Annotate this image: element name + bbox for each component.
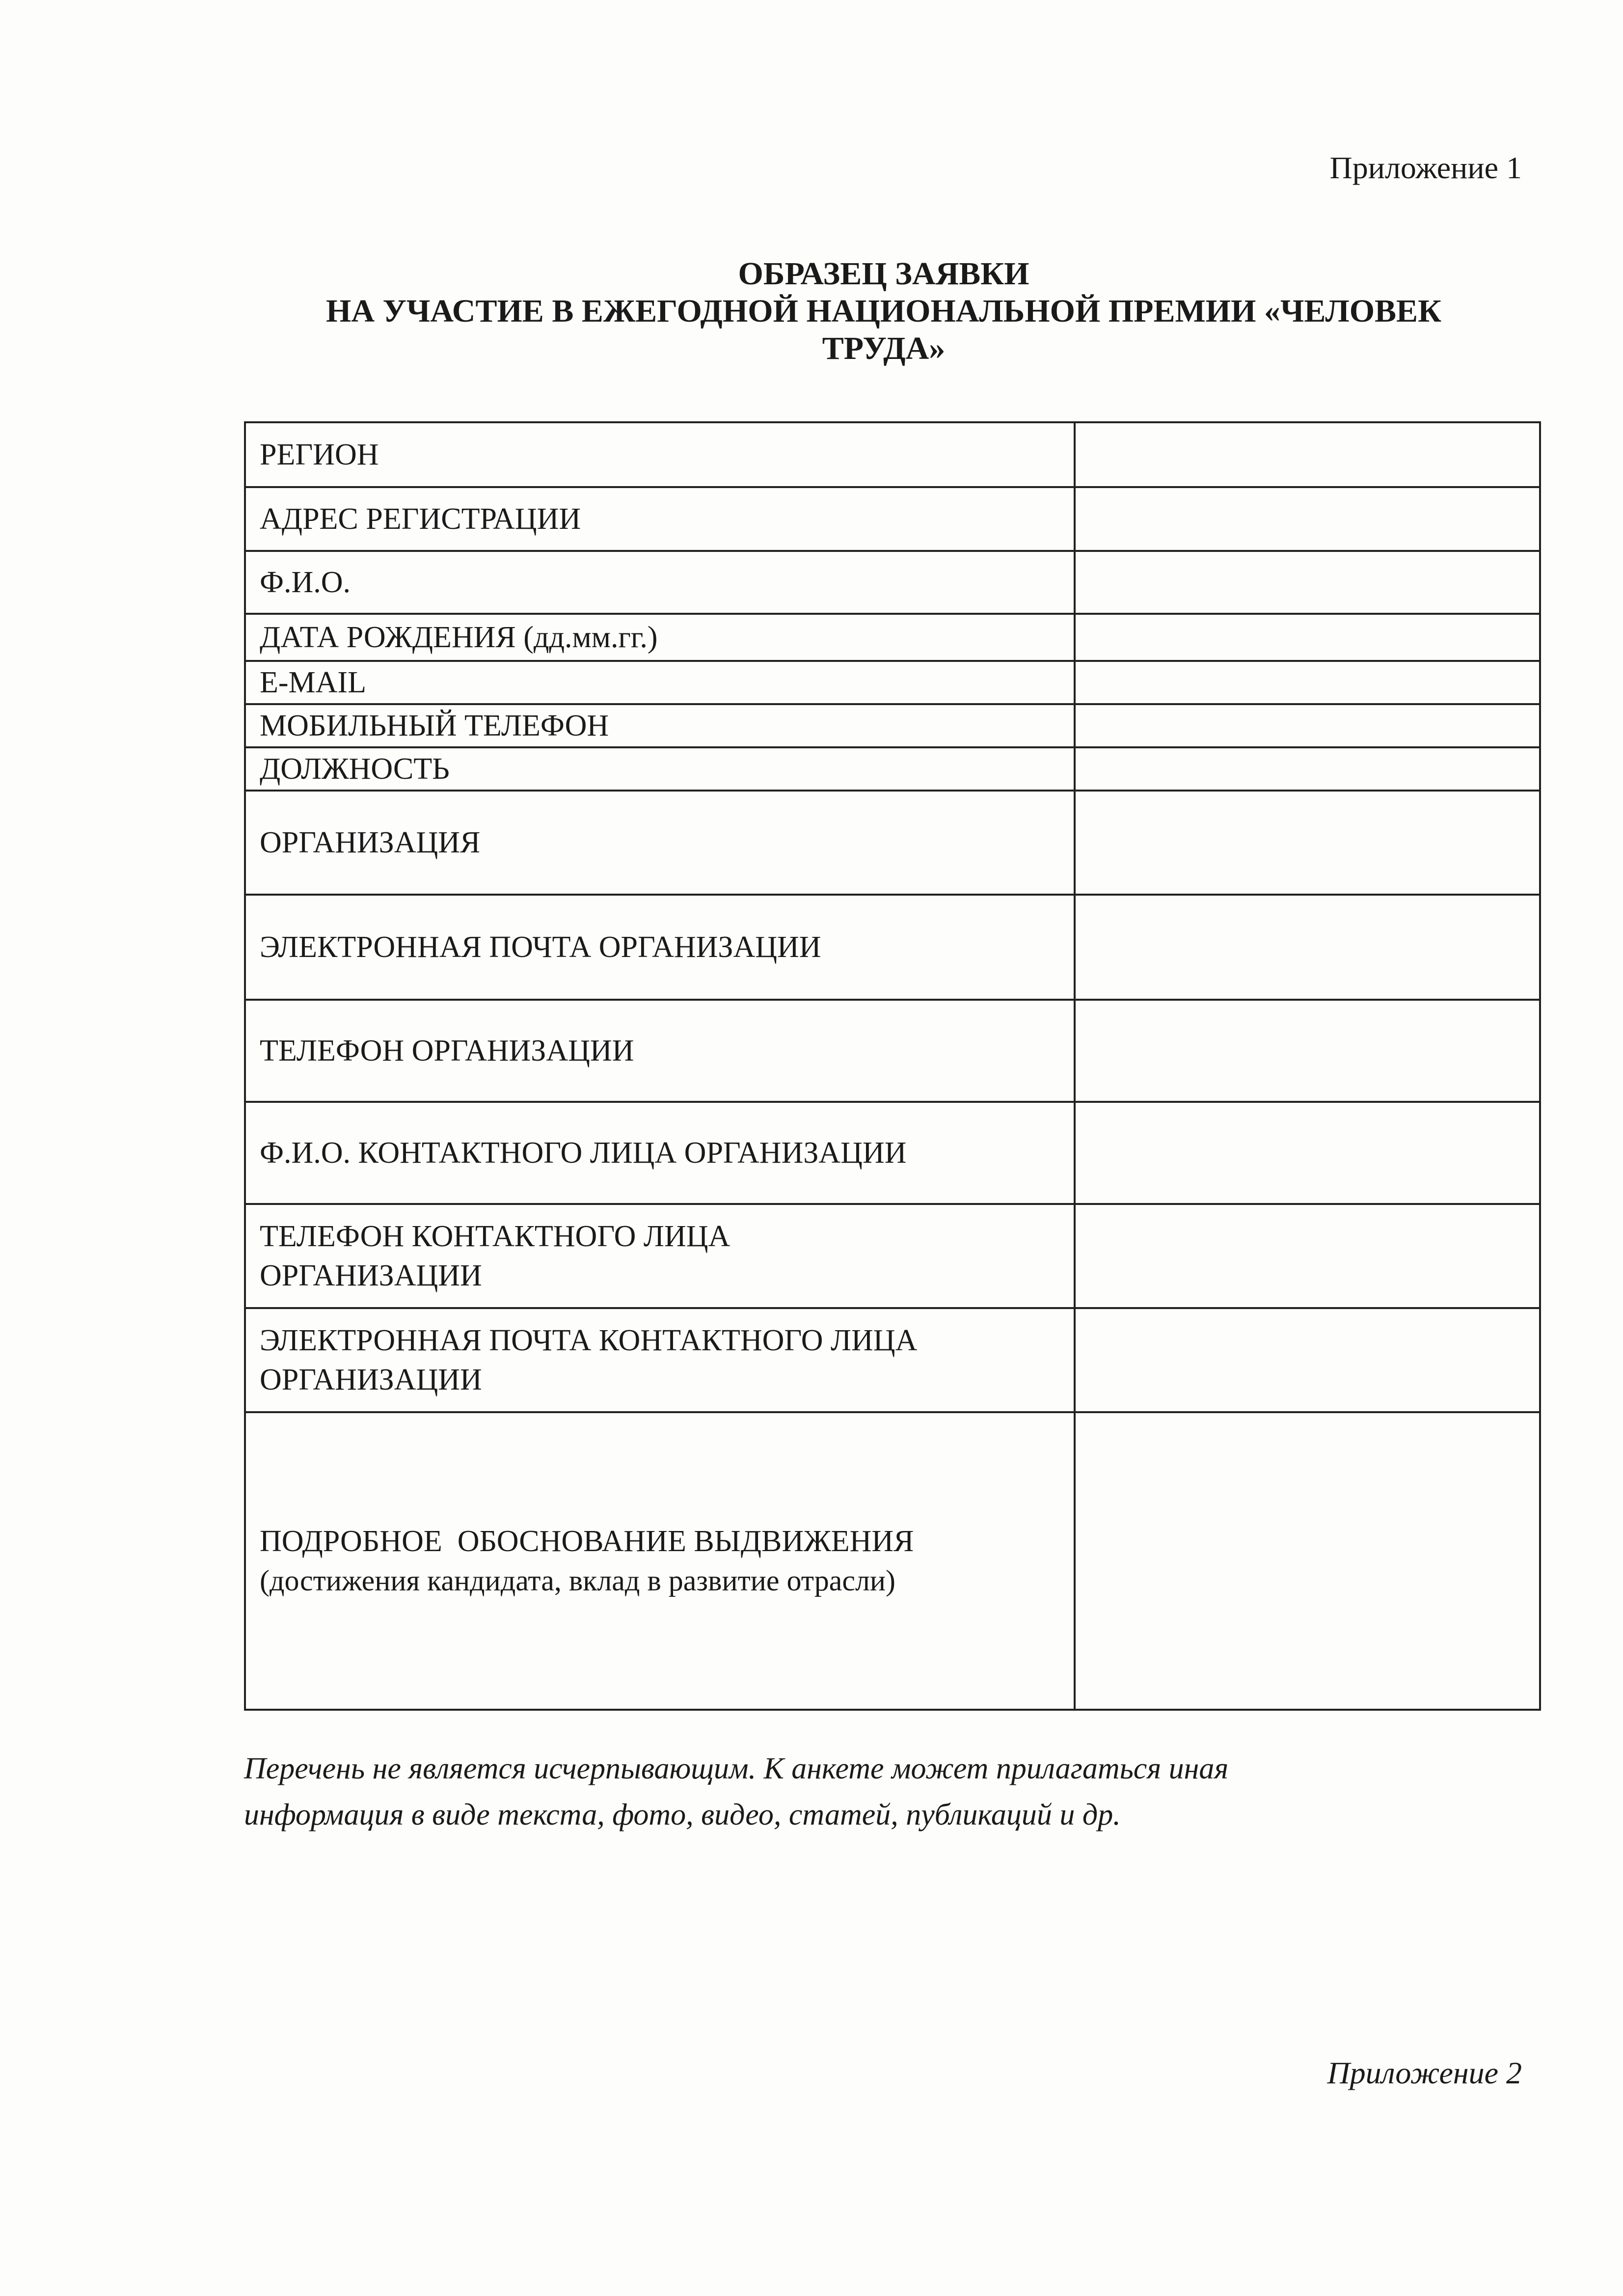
- footnote-text: [244, 1746, 1539, 1838]
- field-label-position: ДОЛЖНОСТЬ: [245, 747, 1075, 791]
- application-form-table: [244, 421, 1541, 1711]
- table-row: [245, 1000, 1540, 1102]
- field-value-region[interactable]: [1075, 422, 1540, 487]
- form-heading: [255, 255, 1512, 367]
- appendix-1-label: Приложение 1: [1329, 150, 1522, 185]
- field-label-contact-person-email: [245, 1308, 1075, 1412]
- field-value-organization[interactable]: [1075, 791, 1540, 895]
- table-row: [245, 614, 1540, 661]
- field-label-mobile-phone: МОБИЛЬНЫЙ ТЕЛЕФОН: [245, 704, 1075, 747]
- heading-line-2: НА УЧАСТИЕ В ЕЖЕГОДНОЙ НАЦИОНАЛЬНОЙ ПРЕМИИ «ЧЕЛОВЕК: [326, 293, 1441, 329]
- field-label-full-name: Ф.И.О.: [245, 551, 1075, 614]
- field-label-birth-date: ДАТА РОЖДЕНИЯ (дд.мм.гг.): [245, 614, 1075, 661]
- field-value-organization-email[interactable]: [1075, 895, 1540, 1000]
- table-row: [245, 791, 1540, 895]
- field-value-organization-phone[interactable]: [1075, 1000, 1540, 1102]
- field-label-organization: ОРГАНИЗАЦИЯ: [245, 791, 1075, 895]
- table-row: [245, 661, 1540, 704]
- field-label-contact-person-phone: [245, 1204, 1075, 1308]
- table-row: [245, 747, 1540, 791]
- field-value-contact-person-name[interactable]: [1075, 1102, 1540, 1204]
- appendix-2-label: Приложение 2: [1327, 2055, 1522, 2090]
- field-value-mobile-phone[interactable]: [1075, 704, 1540, 747]
- field-label-nomination-justification: [245, 1412, 1075, 1710]
- field-label-line-1: ТЕЛЕФОН КОНТАКТНОГО ЛИЦА: [260, 1220, 730, 1253]
- field-label-line-2: ОРГАНИЗАЦИИ: [260, 1259, 482, 1292]
- field-label-registration-address: АДРЕС РЕГИСТРАЦИИ: [245, 487, 1075, 551]
- field-label-email: E-MAIL: [245, 661, 1075, 704]
- field-label-organization-email: ЭЛЕКТРОННАЯ ПОЧТА ОРГАНИЗАЦИИ: [245, 895, 1075, 1000]
- footnote-line-1: Перечень не является исчерпывающим. К анкете может прилагаться иная: [244, 1752, 1229, 1785]
- field-value-full-name[interactable]: [1075, 551, 1540, 614]
- field-value-birth-date[interactable]: [1075, 614, 1540, 661]
- heading-line-1: ОБРАЗЕЦ ЗАЯВКИ: [738, 256, 1029, 292]
- field-label-region: РЕГИОН: [245, 422, 1075, 487]
- field-label-line-1: ПОДРОБНОЕ ОБОСНОВАНИЕ ВЫДВИЖЕНИЯ: [260, 1525, 914, 1558]
- field-value-position[interactable]: [1075, 747, 1540, 791]
- field-label-line-2: (достижения кандидата, вклад в развитие отрасли): [260, 1564, 895, 1597]
- table-row: [245, 1204, 1540, 1308]
- heading-line-3: ТРУДА»: [822, 330, 946, 366]
- table-row: [245, 1412, 1540, 1710]
- table-row: [245, 1308, 1540, 1412]
- field-label-contact-person-name: Ф.И.О. КОНТАКТНОГО ЛИЦА ОРГАНИЗАЦИИ: [245, 1102, 1075, 1204]
- field-label-line-2: ОРГАНИЗАЦИИ: [260, 1363, 482, 1396]
- footnote-line-2: информация в виде текста, фото, видео, статей, публикаций и др.: [244, 1798, 1121, 1831]
- field-label-line-1: ЭЛЕКТРОННАЯ ПОЧТА КОНТАКТНОГО ЛИЦА: [260, 1324, 918, 1357]
- field-value-nomination-justification[interactable]: [1075, 1412, 1540, 1710]
- field-value-contact-person-phone[interactable]: [1075, 1204, 1540, 1308]
- field-value-contact-person-email[interactable]: [1075, 1308, 1540, 1412]
- table-row: [245, 704, 1540, 747]
- field-label-organization-phone: ТЕЛЕФОН ОРГАНИЗАЦИИ: [245, 1000, 1075, 1102]
- table-row: [245, 422, 1540, 487]
- table-row: [245, 487, 1540, 551]
- field-value-registration-address[interactable]: [1075, 487, 1540, 551]
- table-row: [245, 551, 1540, 614]
- table-row: [245, 895, 1540, 1000]
- field-value-email[interactable]: [1075, 661, 1540, 704]
- table-row: [245, 1102, 1540, 1204]
